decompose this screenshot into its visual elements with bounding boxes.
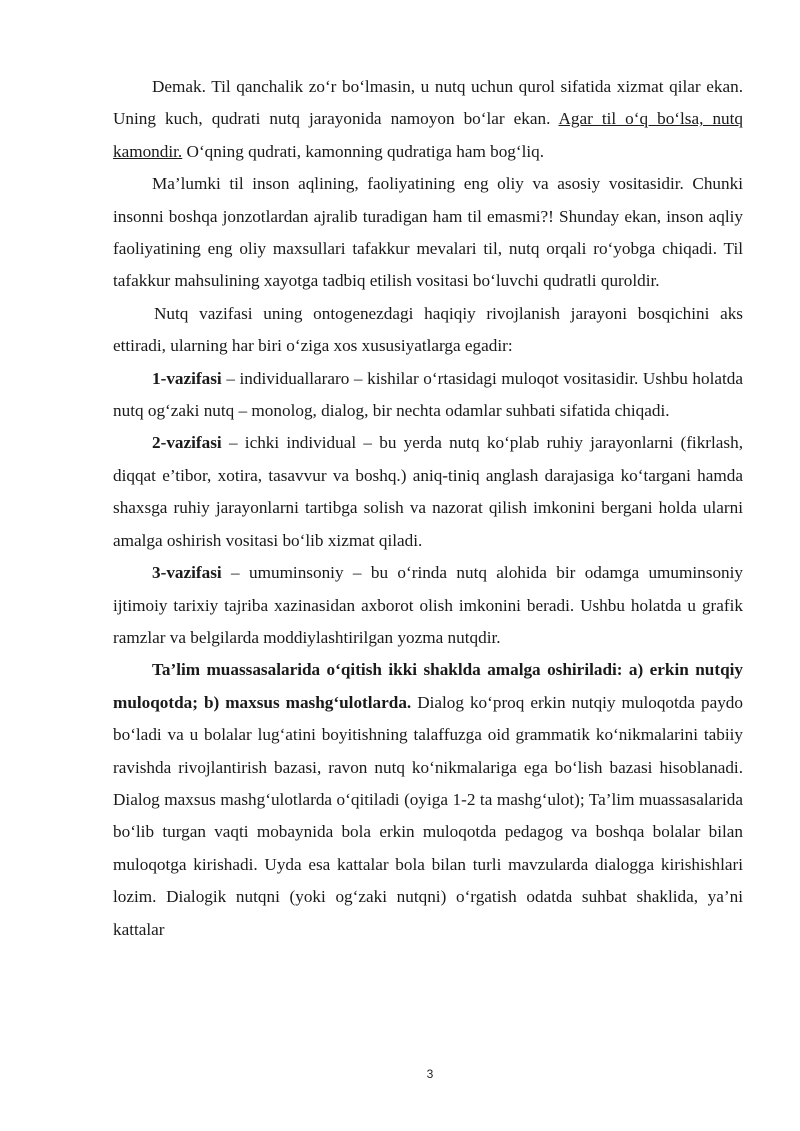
page-number: 3 <box>426 1067 434 1081</box>
paragraph-7: Ta’lim muassasalarida o‘qitish ikki shaklda amalga oshiriladi: a) erkin nutqiy muloqotda; b) maxsus mashg‘ulotlarda. Dialog ko‘proq erkin nutqiy muloqotda paydo bo‘ladi va u bolalar lug‘atini boyitishning talaffuzga oid grammatik ko‘nikmalarini tabiiy ravishda rivojlantirish bazasi, ravon nutq ko‘nikmalariga ega bo‘lish bazasi hisoblanadi. Dialog maxsus mashg‘ulotlarda o‘qitiladi (oyiga 1-2 ta mashg‘ulot); Ta’lim muassasalarida bo‘lib turgan vaqti mobaynida bola erkin muloqotda pedagog va boshqa bolalar bilan muloqotga kirishadi. Uyda esa kattalar bola bilan turli mavzularda dialogga kirishishlari lozim. Dialogik nutqni (yoki og‘zaki nutqni) o‘rgatish odatda suhbat shaklida, ya’ni kattalar <box>113 660 743 939</box>
underlined-phrase: Agar til o‘q bo‘lsa, nutq kamondir. <box>113 109 744 161</box>
body-text <box>113 71 743 946</box>
paragraph-4: 1-vazifasi – individuallararo – kishilar o‘rtasidagi muloqot vositasidir. Ushbu holatda nutq og‘zaki nutq – monolog, dialog, bir nechta odamlar suhbati sifatida chiqadi. <box>113 368 743 421</box>
function-3-label: 3-vazifasi <box>152 563 222 583</box>
paragraph-3: Nutq vazifasi uning ontogenezdagi haqiqiy rivojlanish jarayoni bosqichini aks ettiradi, ularning har biri o‘ziga xos xususiyatlarga egadir: <box>113 303 743 356</box>
bold-lead-sentence: Ta’lim muassasalarida o‘qitish ikki shaklda amalga oshiriladi: a) erkin nutqiy muloqotda; b) maxsus mashg‘ulotlarda. <box>113 660 743 712</box>
paragraph-2: Ma’lumki til inson aqlining, faoliyatining eng oliy va asosiy vositasidir. Chunki insonni boshqa jonzotlardan ajralib turadigan ham til emasmi?! Shunday ekan, inson aqliy faoliyatining eng oliy maxsullari tafakkur mevalari til, nutq orqali ro‘yobga chiqadi. Til tafakkur mahsulining xayotga tadbiq etilish vositasi bo‘luvchi qudratli quroldir. <box>113 174 743 291</box>
paragraph-1: Demak. Til qanchalik zo‘r bo‘lmasin, u nutq uchun qurol sifatida xizmat qilar ekan. Uning kuch, qudrati nutq jarayonida namoyon bo‘lar ekan. Agar til o‘q bo‘lsa, nutq kamondir. O‘qning qudrati, kamonning qudratiga ham bog‘liq. <box>113 77 744 161</box>
function-2-label: 2-vazifasi <box>152 433 222 453</box>
paragraph-6: 3-vazifasi – umuminsoniy – bu o‘rinda nutq alohida bir odamga umuminsoniy ijtimoiy tarixiy tajriba xazinasidan axborot olish imkonini beradi. Ushbu holatda u grafik ramzlar va belgilarda moddiylashtirilgan yozma nutqdir. <box>113 563 743 647</box>
function-1-label: 1-vazifasi <box>152 368 222 388</box>
paragraph-5: 2-vazifasi – ichki individual – bu yerda nutq ko‘plab ruhiy jarayonlarni (fikrlash, diqqat e’tibor, xotira, tasavvur va boshq.) aniq-tiniq anglash darajasiga ko‘targani hamda shaxsga ruhiy jarayonlarni tartibga solish va nazorat qilish imkonini bergani holda ularni amalga oshirish vositasi bo‘lib xizmat qiladi. <box>113 433 743 550</box>
